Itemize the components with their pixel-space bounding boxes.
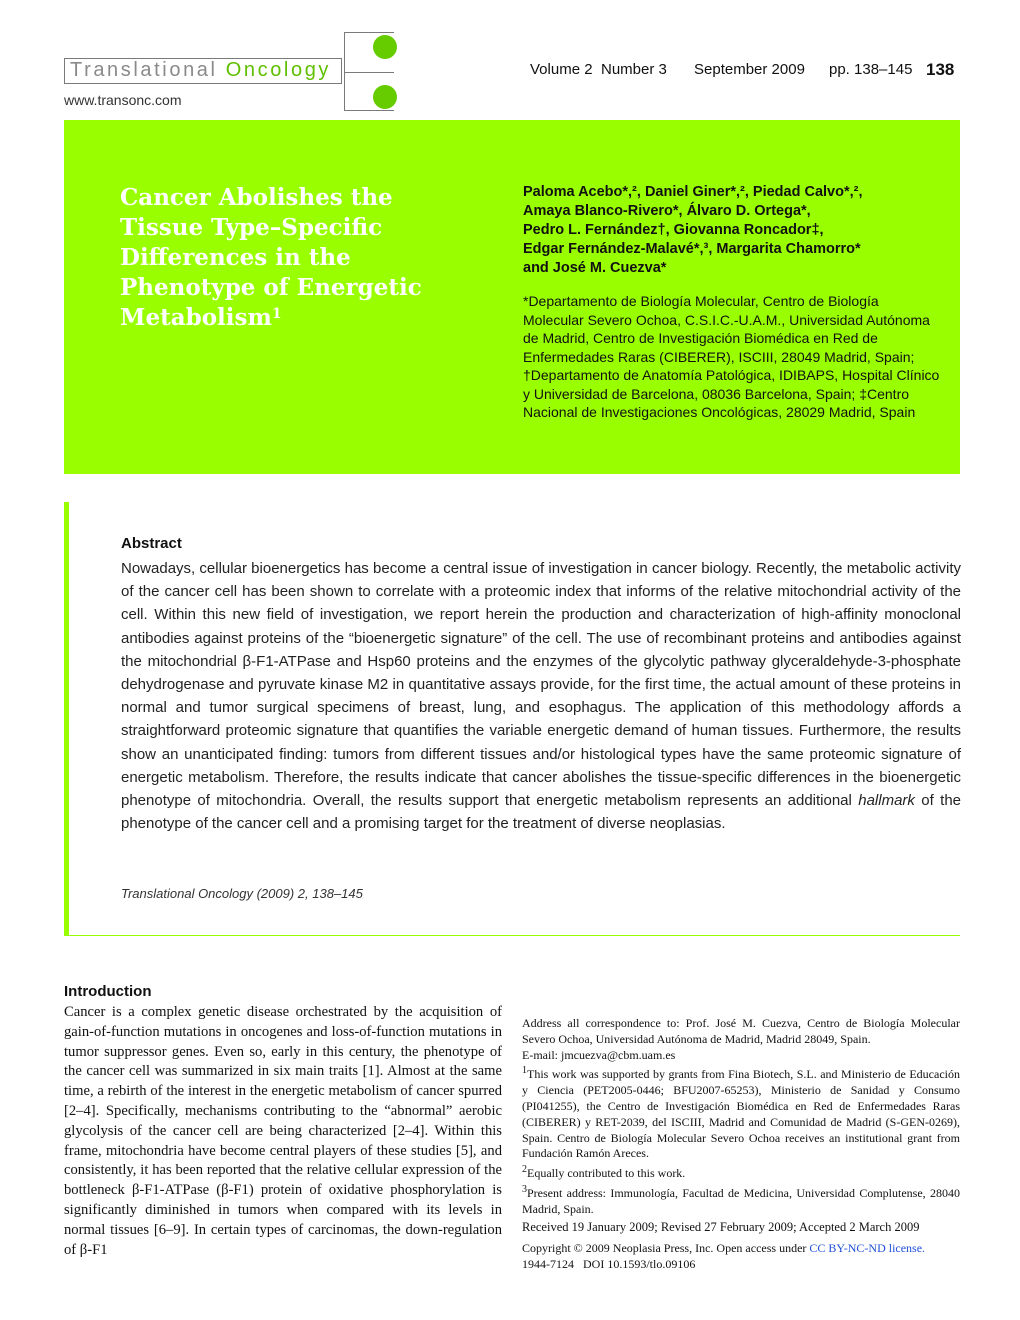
affiliations: *Departamento de Biología Molecular, Centro de Biología Molecular Severo Ochoa, C.S.I.C.-U.A.M., Universidad Autónoma de Madrid, Centro de Investigación Biomédica en Red de Enfermedades Raras (CIBERER), ISCIII, 28049 Madrid, Spain; †Departamento de Anatomía Patológica, IDIBAPS, Hospital Clínico y Universidad de Barcelona, 08036 Barcelona, Spain; ‡Centro Nacional de Investigaciones Oncológicas, 28029 Madrid, Spain	[523, 293, 940, 420]
author-line: Paloma Acebo*,², Daniel Giner*,², Piedad Calvo*,²,	[523, 184, 863, 200]
footnote-text: Present address: Immunología, Facultad de Medicina, Universidad Complutense, 28040 Madrid, Spain.	[522, 1185, 960, 1216]
journal-citation: Translational Oncology (2009) 2, 138–145	[121, 886, 363, 901]
footnote-text: This work was supported by grants from Fina Biotech, S.L. and Ministerio de Educación y Ciencia (PET2005-0446; BFU2007-65253), Ministerio de Sanidad y Consumo (PI041255), the Centro de Investigación Biomédica en Red de Enfermedades Raras (CIBERER) y RET-2039, del ISCIII, Madrid and Comunidad de Madrid (S-GEN-0269), Spain. Centro de Biología Molecular Severo Ochoa receives an institutional grant from Fundación Ramón Areces.	[522, 1067, 960, 1161]
footnote-1	[522, 1063, 960, 1162]
footnotes	[522, 1016, 960, 1273]
license-link[interactable]: CC BY-NC-ND license.	[809, 1241, 926, 1256]
correspondence-address: Address all correspondence to: Prof. José M. Cuezva, Centro de Biología Molecular Severo Ochoa, Universidad Autónoma de Madrid, Madrid 28049, Spain.	[522, 1016, 960, 1046]
issn-doi	[522, 1257, 960, 1273]
abstract-text-part1: Nowadays, cellular bioenergetics has become a central issue of investigation in cancer biology. Recently, the metabolic activity of the cancer cell has been shown to correlate with a proteomic index that informs of the relative mitochondrial activity of the cell. Within this new field of investigation, we report herein the production and characterization of high-affinity monoclonal antibodies against proteins of the “bioenergetic signature” of the cell. The use of recombinant proteins and antibodies against the mitochondrial β-F1-ATPase and Hsp60 proteins and the enzymes of the glycolytic pathway glyceraldehyde-3-phosphate dehydrogenase and pyruvate kinase M2 in quantitative assays provide, for the first time, the actual amount of these proteins in normal and tumor surgical specimens of breast, lung, and esophagus. The application of this methodology affords a straightforward proteomic signature that quantifies the variable energetic demand of human tissues. Furthermore, the results show an unanticipated finding: tumors from different tissues and/or histological types have the same proteomic signature of energetic metabolism. Therefore, the results indicate that cancer abolishes the tissue-specific differences in the bioenergetic phenotype of mitochondria. Overall, the results support that energetic metabolism represents an additional	[121, 560, 961, 810]
received-dates: Received 19 January 2009; Revised 27 February 2009; Accepted 2 March 2009	[522, 1219, 920, 1234]
doi: DOI 10.1593/tlo.09106	[583, 1257, 696, 1272]
title-footnote-mark: 1	[271, 306, 282, 322]
page-range: pp. 138–145	[829, 61, 913, 78]
author-line: Pedro L. Fernández†, Giovanna Roncador‡,	[523, 222, 824, 238]
footnote-mark: 3	[522, 1183, 527, 1195]
author-list	[523, 183, 943, 278]
abstract-text-part2: of the phenotype of the cancer cell and a promising target for the treatment of diverse neoplasias.	[121, 792, 962, 833]
journal-name-part1: Translational	[70, 59, 218, 81]
journal-logo	[70, 59, 331, 82]
issue-date: September 2009	[694, 61, 805, 78]
logo-dot-icon	[373, 85, 397, 109]
author-line: Edgar Fernández-Malavé*,³, Margarita Chamorro*	[523, 241, 861, 257]
abstract-italic-term: hallmark	[858, 792, 915, 810]
copyright	[522, 1241, 960, 1257]
author-line: Amaya Blanco-Rivero*, Álvaro D. Ortega*,	[523, 203, 811, 219]
article-title-text: Cancer Abolishes the Tissue Type–Specific Differences in the Phenotype of Energetic Metabolism	[120, 184, 422, 331]
article-title	[120, 183, 480, 333]
footnote-mark: 1	[522, 1065, 527, 1077]
abstract-accent-bar	[64, 502, 69, 936]
footnote-3	[522, 1182, 960, 1218]
journal-website-link[interactable]: www.transonc.com	[64, 92, 182, 108]
copyright-text: Copyright © 2009 Neoplasia Press, Inc. Open access under	[522, 1241, 807, 1256]
logo-frame-line	[344, 72, 394, 73]
footnote-mark: 2	[522, 1164, 527, 1176]
page-number: 138	[926, 60, 955, 79]
footnote-text: Equally contributed to this work.	[527, 1166, 686, 1181]
abstract-heading: Abstract	[121, 535, 182, 552]
introduction-heading: Introduction	[64, 983, 152, 1000]
abstract-text	[121, 557, 961, 835]
logo-frame-line	[344, 32, 394, 33]
logo-frame-line	[344, 110, 394, 111]
issn: 1944-7124	[522, 1257, 574, 1272]
journal-name-part2: Oncology	[225, 59, 332, 81]
introduction-text: Cancer is a complex genetic disease orchestrated by the acquisition of gain-of-function mutations in oncogenes and loss-of-function mutations in tumor suppressor genes. Even so, early in this century, the phenotype of the cancer cell was summarized in six main traits [1]. Almost at the same time, a rebirth of the interest in the energetic metabolism of cancer spurred [2–4]. Specifically, mechanisms contributing to the “abnormal” aerobic glycolysis of the cancer cell are being characterized [2–4]. Within this frame, mitochondria have become central players of these studies [5], and consistently, it has been reported that the relative cellular expression of the bottleneck β-F1-ATPase (β-F1) protein of oxidative phosphorylation is significantly diminished in tumors when compared with its levels in normal tissues [6–9]. In certain types of carcinomas, the down-regulation of β-F1	[64, 1004, 502, 1258]
correspondence-email: E-mail: jmcuezva@cbm.uam.es	[522, 1047, 676, 1062]
abstract-divider	[64, 935, 960, 936]
issue-number: Number 3	[601, 61, 667, 78]
author-line: and José M. Cuezva*	[523, 260, 667, 276]
logo-dot-icon	[373, 35, 397, 59]
footnote-2	[522, 1162, 960, 1182]
volume: Volume 2	[530, 61, 593, 78]
